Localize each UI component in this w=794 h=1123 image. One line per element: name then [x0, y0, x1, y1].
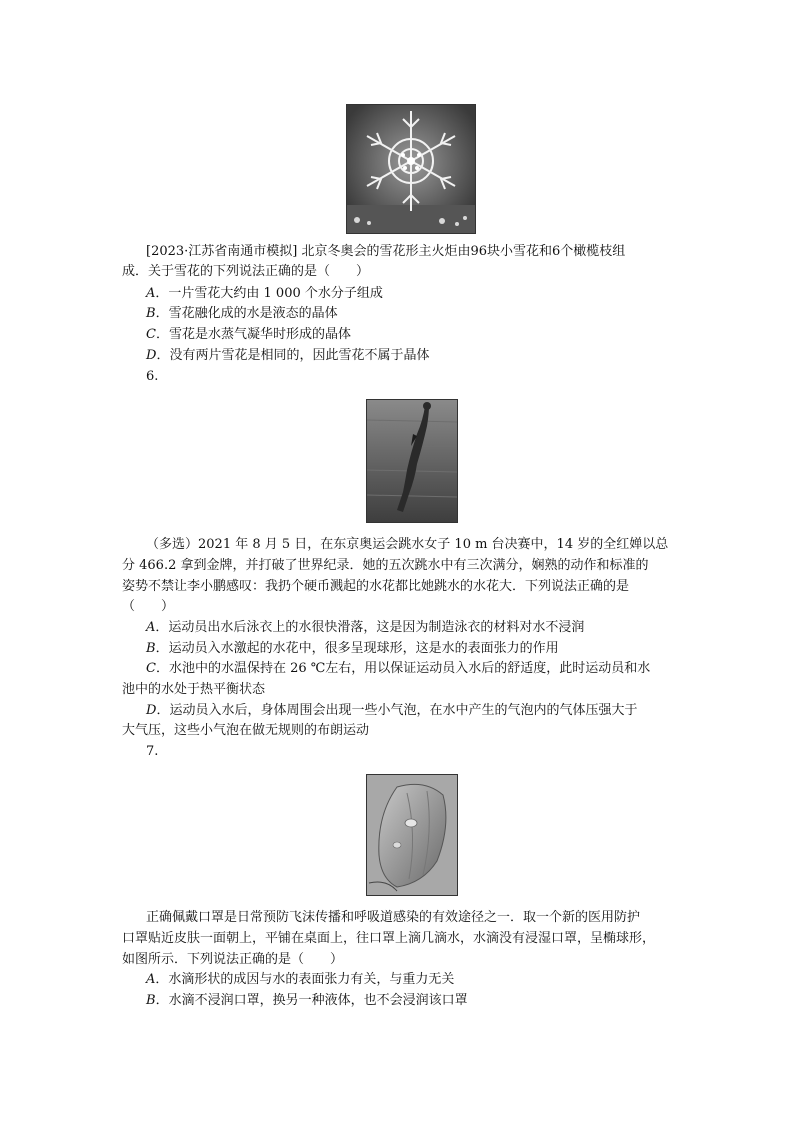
q6-stem-line2: 分 466.2 拿到金牌，并打破了世界纪录．她的五次跳水中有三次满分，娴熟的动作和标准的	[122, 558, 649, 573]
q6-stem-line4: （ ）	[122, 599, 175, 614]
q5-stem-line2: 成．关于雪花的下列说法正确的是（ ）	[122, 264, 370, 279]
option-text: ．水滴不浸润口罩，换另一种液体，也不会浸润该口罩	[155, 993, 468, 1008]
option-text: ．雪花融化成的水是液态的晶体	[155, 306, 338, 321]
option-text: ．水池中的水温保持在 26 ℃左右，用以保证运动员入水后的舒适度，此时运动员和水	[155, 661, 651, 676]
q6-number: 6.	[146, 369, 159, 384]
option-text: ．运动员入水后，身体周围会出现一些小气泡，在水中产生的气泡内的气体压强大于	[156, 703, 638, 718]
option-letter: D	[146, 703, 157, 718]
q6-option-b	[146, 639, 559, 659]
option-letter: B	[146, 306, 156, 321]
q6-option-c-cont	[122, 680, 265, 700]
q5-option-c	[146, 325, 351, 345]
q6-stem-line3: 姿势不禁让李小鹏感叹：我扔个硬币溅起的水花都比她跳水的水花大．下列说法正确的是	[122, 579, 630, 594]
option-letter: D	[146, 348, 157, 363]
q7-option-b	[146, 991, 468, 1011]
option-text: ．雪花是水蒸气凝华时形成的晶体	[155, 327, 351, 342]
q7-option-a	[146, 970, 454, 990]
q7-stem-line3: 如图所示．下列说法正确的是（ ）	[122, 952, 344, 967]
option-text: 池中的水处于热平衡状态	[122, 682, 266, 697]
option-text: ．没有两片雪花是相同的，因此雪花不属于晶体	[156, 348, 430, 363]
q5-option-d	[146, 346, 429, 366]
option-letter: A	[146, 620, 156, 635]
q6-option-a	[146, 618, 584, 638]
option-text: ．运动员入水激起的水花中，很多呈现球形，这是水的表面张力的作用	[155, 641, 559, 656]
option-text: ．水滴形状的成因与水的表面张力有关，与重力无关	[155, 972, 455, 987]
option-letter: A	[146, 286, 156, 301]
option-letter: B	[146, 641, 156, 656]
q5-option-b	[146, 304, 338, 324]
q7-stem-line1: 正确佩戴口罩是日常预防飞沫传播和呼吸道感染的有效途径之一．取一个新的医用防护	[146, 910, 641, 925]
diver-photo	[366, 399, 458, 523]
option-text: 大气压，这些小气泡在做无规则的布朗运动	[122, 723, 370, 738]
option-letter: C	[146, 327, 156, 342]
option-text: ．运动员出水后泳衣上的水很快滑落，这是因为制造泳衣的材料对水不浸润	[155, 620, 585, 635]
option-text: ．一片雪花大约由 1 000 个水分子组成	[155, 286, 383, 301]
mask-water-drop-photo	[366, 774, 458, 896]
q5-option-a	[146, 284, 383, 304]
snowflake-torch-photo	[346, 104, 476, 234]
q6-option-c	[146, 659, 650, 679]
q5-stem-line1: [2023·江苏省南通市模拟] 北京冬奥会的雪花形主火炬由96块小雪花和6个橄榄枝组	[146, 244, 626, 259]
q6-stem-line1: （多选）2021 年 8 月 5 日，在东京奥运会跳水女子 10 m 台决赛中，14 岁的全红婵以总	[146, 537, 669, 552]
q6-option-d-cont	[122, 721, 369, 741]
q7-stem-line2: 口罩贴近皮肤一面朝上，平铺在桌面上，往口罩上滴几滴水，水滴没有浸湿口罩，呈椭球形，	[122, 931, 656, 946]
q7-number: 7.	[146, 744, 159, 759]
option-letter: B	[146, 993, 156, 1008]
q6-option-d	[146, 701, 637, 721]
option-letter: C	[146, 661, 156, 676]
option-letter: A	[146, 972, 156, 987]
